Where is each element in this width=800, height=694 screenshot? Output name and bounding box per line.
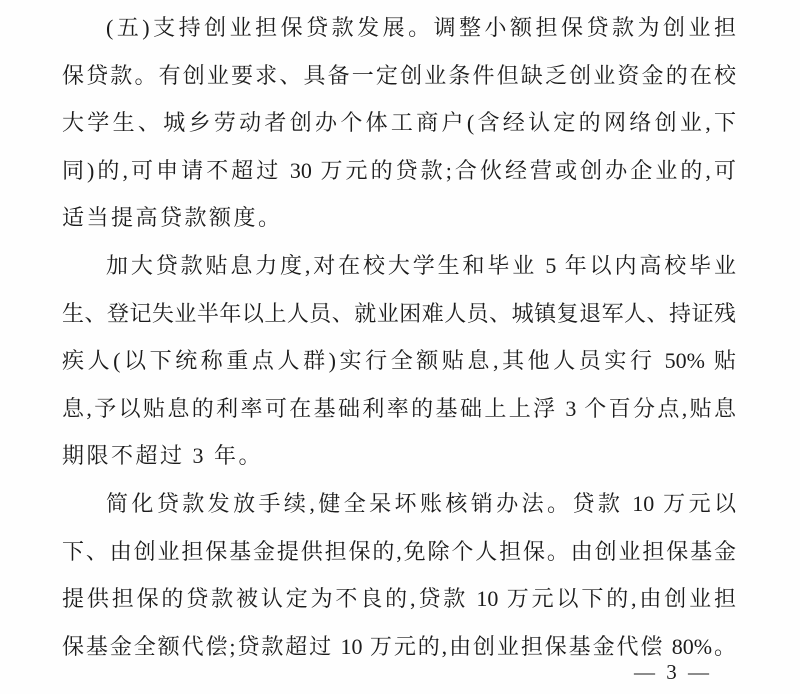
paragraph-1-line-5: 适当提高贷款额度。: [62, 205, 283, 231]
paragraph-2-line-5: 期限不超过 3 年。: [62, 443, 264, 469]
page-number: — 3 —: [634, 660, 712, 684]
paragraph-1-line-2: 保贷款。有创业要求、具备一定创业条件但缺乏创业资金的在校: [62, 62, 736, 88]
paragraph-1-line-3: 大学生、城乡劳动者创办个体工商户(含经认定的网络创业,下: [62, 110, 736, 136]
paragraph-1-line-4: 同)的,可申请不超过 30 万元的贷款;合伙经营或创办企业的,可: [62, 157, 736, 183]
document-body: [62, 4, 736, 670]
body-text: 调整小额担保贷款为创业担: [433, 15, 736, 40]
paragraph-3-line-4: 保基金全额代偿;贷款超过 10 万元的,由创业担保基金代偿 80%。: [62, 633, 736, 659]
paragraph-1-line-1: [62, 4, 736, 52]
paragraph-2-line-2: 生、登记失业半年以上人员、就业困难人员、城镇复退军人、持证残: [62, 300, 736, 326]
paragraph-2-line-4: 息,予以贴息的利率可在基础利率的基础上上浮 3 个百分点,贴息: [62, 395, 736, 421]
section-heading: (五)支持创业担保贷款发展。: [106, 15, 434, 40]
paragraph-2-line-3: 疾人(以下统称重点人群)实行全额贴息,其他人员实行 50% 贴: [62, 348, 736, 374]
paragraph-3-line-2: 下、由创业担保基金提供担保的,免除个人担保。由创业担保基金: [62, 538, 736, 564]
paragraph-3-line-1: 简化贷款发放手续,健全呆坏账核销办法。贷款 10 万元以: [106, 490, 736, 516]
paragraph-2-line-1: 加大贷款贴息力度,对在校大学生和毕业 5 年以内高校毕业: [106, 252, 736, 278]
paragraph-3-line-3: 提供担保的贷款被认定为不良的,贷款 10 万元以下的,由创业担: [62, 586, 736, 612]
